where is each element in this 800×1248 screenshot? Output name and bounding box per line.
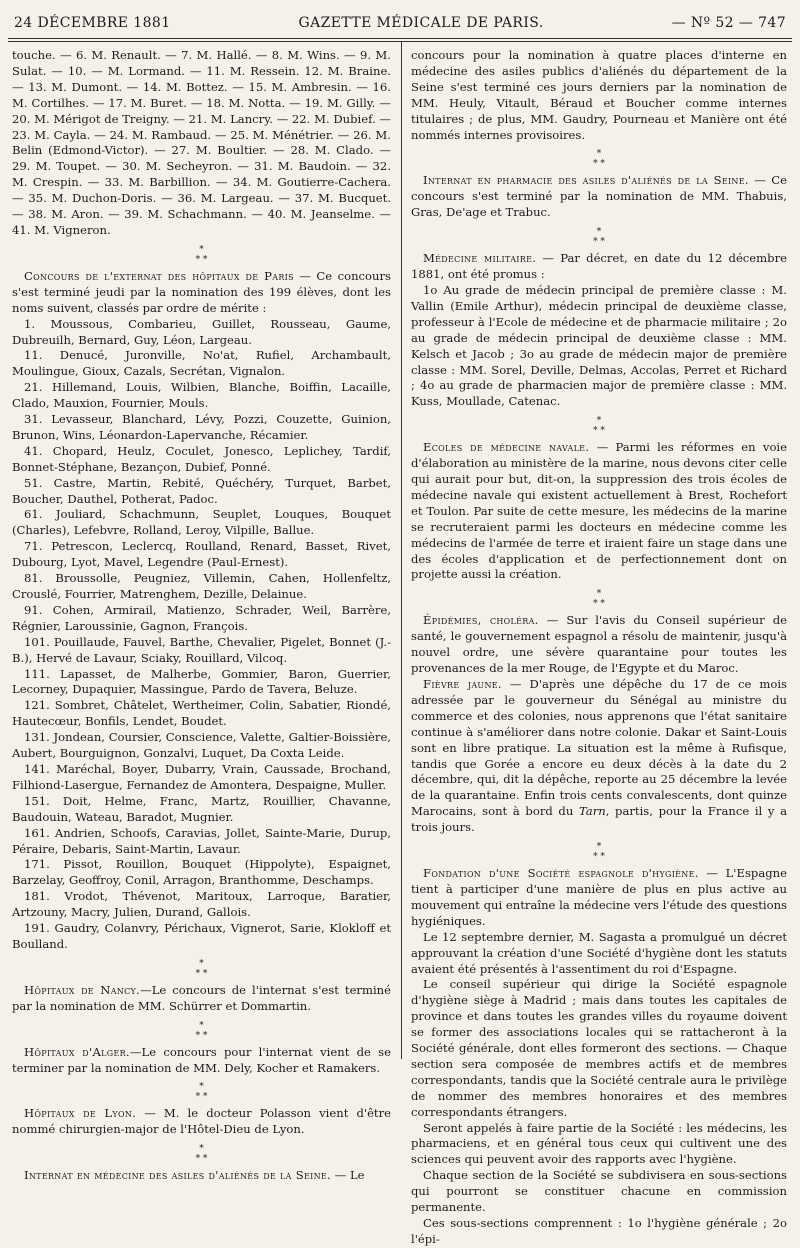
article-body-end: , partis, pour la France il y a trois jours. (411, 804, 787, 835)
section-separator: * * * (593, 227, 605, 248)
header-page-number: — Nº 52 — 747 (671, 15, 786, 31)
section-separator: * * * (195, 244, 208, 265)
article-heading: Concours de l'externat des hôpitaux de Paris (24, 268, 294, 283)
paragraph-sous-sections: Ces sous-sections comprennent : 1o l'hygiène générale ; 2o l'épi- (411, 1216, 787, 1246)
article-body: — Ce concours s'est terminé jeudi par la nomination des 199 élèves, dont les noms suivent, classés par ordre de mérite : (12, 268, 391, 315)
left-column (12, 48, 392, 1183)
rank-group: 101. Pouillaude, Fauvel, Barthe, Chevalier, Pigelet, Bonnet (J.-B.), Hervé de Lavaur, Sciaky, Rouillard, Vilcoq. (12, 634, 391, 665)
rank-group: 141. Maréchal, Boyer, Dubarry, Vrain, Caussade, Brochand, Filhiond-Lasergue, Fernandez de Amontera, Despaigne, Muller. (12, 761, 391, 792)
section-separator: * * * (593, 149, 605, 170)
section-separator: * * * (195, 1082, 208, 1103)
article-medecine-navale (411, 440, 787, 583)
rank-group: 161. Andrien, Schoofs, Caravias, Jollet, Sainte-Marie, Durup, Péraire, Debaris, Saint-Martin, Lavaur. (12, 825, 391, 856)
rank-group: 151. Doit, Helme, Franc, Martz, Rouillier, Chavanne, Baudouin, Wateau, Baradot, Mugnier. (12, 793, 391, 824)
article-pharmacie (411, 173, 787, 221)
article-body: — M. le docteur Polasson vient d'être nommé chirurgien-major de l'Hôtel-Dieu de Lyon. (12, 1106, 391, 1137)
article-body: — Parmi les réformes en voie d'élaboration au ministère de la marine, nous devons citer celle qui aurait pour but, dit-on, la suppression des trois écoles de médecine navale qui existent actuellement à Brest, Rochefort et Toulon. Par suite de cette mesure, les médecins de la marine se recruteraient parmi les docteurs en médecine comme les médecins de l'armée de terre et iraient faire un stage dans une des écoles d'application et de perfectionnement dont on projette aussi la création. (411, 440, 787, 582)
internat-asiles-continued: concours pour la nomination à quatre places d'interne en médecine des asiles publics d'aliénés du département de la Seine s'est terminé ces jours derniers par la nomination de MM. Heuly, Vitault, Béraud et Boucher comme internes titulaires ; de plus, MM. Gaudry, Pourneau et Manière ont été nommés internes provisoires. (411, 48, 787, 142)
page-header (14, 12, 786, 34)
section-separator: * * * (195, 958, 208, 979)
article-heading: Hôpitaux de Lyon. (24, 1106, 137, 1121)
rank-group: 31. Levasseur, Blanchard, Lévy, Pozzi, Couzette, Guinion, Brunon, Wins, Léonardon-Lapervanche, Récamier. (12, 412, 391, 442)
article-body: — Par décret, en date du 12 décembre 1881, ont été promus : (411, 251, 787, 282)
article-heading: Ecoles de médecine navale. (423, 440, 590, 455)
rank-group: 51. Castre, Martin, Rebité, Quéchéry, Turquet, Barbet, Boucher, Dauthel, Potherat, Padoc. (12, 475, 391, 506)
section-separator: * * * (593, 842, 605, 863)
article-heading: Fièvre jaune. (423, 677, 502, 691)
header-date: 24 DÉCEMBRE 1881 (14, 15, 171, 31)
paragraph-sagasta: Le 12 septembre dernier, M. Sagasta a promulgué un décret approuvant la création d'une Société d'hygiène dont les statuts avaient été présentés à l'assentiment du roi d'Espagne. (411, 929, 787, 976)
ship-name: Tarn (578, 804, 606, 819)
paragraph-sections: Chaque section de la Société se subdivisera en sous-sections qui pourront se constituer chacune en commission permanente. (411, 1168, 787, 1215)
article-heading: Internat en pharmacie des asiles d'aliénés de la Seine. (423, 173, 749, 188)
section-separator: * * * (195, 1144, 208, 1165)
article-heading: Épidémies, choléra. (423, 613, 539, 628)
column-divider (401, 42, 402, 1059)
article-nancy (12, 983, 391, 1015)
article-internat-asiles (12, 1168, 391, 1184)
internat-results-continued: touche. — 6. M. Renault. — 7. M. Hallé. — 8. M. Wins. — 9. M. Sulat. — 10. — M. Lormand. — 11. M. Ressein. 12. M. Braine. — 13. M. Dumont. — 14. M. Bottez. — 15. M. Ambresin. — 16. M. Cortilhes. — 17. M. Buret. — 18. M. Notta. — 19. M. Gilly. — 20. M. Mérigot de Treigny. — 21. M. Lancry. — 22. M. Dubief. — 23. M. Cayla. — 24. M. Rambaud. — 25. M. Ménétrier. — 26. M. Belin (Edmond-Victor). — 27. M. Boultier. — 28. M. Clado. — 29. M. Toupet. — 30. M. Secheyron. — 31. M. Baudoin. — 32. M. Crespin. — 33. M. Barbillion. — 34. M. Goutierre-Cachera. — 35. M. Duchon-Doris. — 36. M. Largeau. — 37. M. Bucquet. — 38. M. Aron. — 39. M. Schachmann. — 40. M. Jeanselme. — 41. M. Vigneron. (12, 48, 391, 237)
section-separator: * * * (593, 589, 605, 610)
article-heading: Fondation d'une Société espagnole d'hygiène. (423, 866, 699, 881)
section-separator: * * * (195, 1020, 208, 1041)
rank-group: 131. Jondean, Coursier, Conscience, Valette, Galtier-Boissière, Aubert, Bourguignon, Gonzalvi, Luquet, Da Coxta Leide. (12, 730, 391, 761)
rank-group: 111. Lapasset, de Malherbe, Gommier, Baron, Guerrier, Lecorney, Dupaquier, Massingue, Pardo de Tavera, Beluze. (12, 666, 391, 697)
article-alger (12, 1045, 391, 1077)
article-heading: Hôpitaux de Nancy. (24, 982, 141, 997)
rank-group: 181. Vrodot, Thévenot, Maritoux, Larroque, Baratier, Artzouny, Macry, Julien, Durand, Gallois. (12, 889, 391, 920)
header-title: GAZETTE MÉDICALE DE PARIS. (298, 15, 544, 31)
right-column (411, 48, 787, 1246)
article-heading: Internat en médecine des asiles d'aliénés de la Seine. (24, 1168, 331, 1183)
rank-group: 71. Petrescon, Leclercq, Roulland, Renard, Basset, Rivet, Dubourg, Lyot, Mavel, Legendre (Paul-Ernest). (12, 539, 391, 570)
rank-group: 21. Hillemand, Louis, Wilbien, Blanche, Boiffin, Lacaille, Clado, Mauxion, Fournier, Mouls. (12, 380, 391, 411)
rank-group: 1. Moussous, Combarieu, Guillet, Rousseau, Gaume, Dubreuilh, Bernard, Guy, Léon, Largeau. (12, 316, 391, 347)
article-body: — L'Espagne tient à participer d'une manière de plus en plus active au mouvement qui entraîne la médecine vers l'étude des questions hygiéniques. (411, 866, 787, 928)
article-heading: Hôpitaux d'Alger. (24, 1044, 130, 1059)
rank-group: 11. Denucé, Juronville, No'at, Rufiel, Archambault, Moulingue, Gioux, Cazals, Secrétan, Vignalon. (12, 348, 391, 379)
article-externat (12, 269, 391, 317)
article-body: — Sur l'avis du Conseil supérieur de santé, le gouvernement espagnol a résolu de maintenir, jusqu'à nouvel ordre, une sévère quarantaine pour toutes les provenances de la mer Rouge, de l'Egypte et du Maroc. (411, 613, 787, 676)
article-fievre-jaune (411, 677, 787, 836)
article-body: —Le concours pour l'internat vient de se terminer par la nomination de MM. Dely, Kocher et Ramakers. (12, 1044, 391, 1075)
article-body: — D'après une dépêche du 17 de ce mois adressée par le gouverneur du Sénégal au ministre du commerce et des colonies, nous apprenons que l'état sanitaire continue à s'améliorer dans notre colonie. Dakar et Saint-Louis sont en libre pratique. La situation est la même à Rufisque, tandis que Gorée a encore eu deux décès à la date du 2 décembre, qui, dit la dépêche, reporte au 25 décembre la levée de la quarantaine. Enfin trois cents convalescents, dont quinze Marocains, sont à bord du (411, 677, 787, 819)
promotions-list: 1o Au grade de médecin principal de première classe : M. Vallin (Emile Arthur), médecin principal de deuxième classe, professeur à l'Ecole de médecine et de pharmacie militaire ; 2o au grade de médecin principal de deuxième classe : MM. Kelsch et Jacob ; 3o au grade de médecin major de première classe : MM. Sorel, Deville, Delmas, Accolas, Perret et Richard ; 4o au grade de pharmacien major de première classe : MM. Kuss, Moullade, Catenac. (411, 282, 787, 409)
article-body: —Le concours de l'internat s'est terminé par la nomination de MM. Schürrer et Dommartin. (12, 982, 392, 1013)
paragraph-membres: Seront appelés à faire partie de la Société : les médecins, les pharmaciens, et en général tous ceux qui cultivent une des sciences qui peuvent avoir des rapports avec l'hygiène. (411, 1120, 787, 1167)
article-societe-hygiene (411, 866, 787, 930)
article-epidemies (411, 613, 787, 677)
article-medecine-militaire (411, 251, 787, 283)
paragraph-conseil: Le conseil supérieur qui dirige la Société espagnole d'hygiène siège à Madrid ; mais dans toutes les capitales de province et dans toutes les grandes villes du royaume doivent se former des associations locales qui se rattacheront à la Société générale, dont elles formeront des sections. — Chaque section sera composée de membres actifs et de membres correspondants, tandis que la Société centrale aura le privilège de nommer des membres honoraires et des membres correspondants étrangers. (411, 977, 787, 1119)
rank-group: 61. Jouliard, Schachmunn, Seuplet, Louques, Bouquet (Charles), Lefebvre, Rolland, Leroy, Vilpille, Ballue. (12, 507, 391, 538)
header-rule (8, 38, 792, 39)
article-body: — Le (331, 1168, 365, 1183)
rank-group: 41. Chopard, Heulz, Coculet, Jonesco, Leplichey, Tardif, Bonnet-Stéphane, Bezançon, Dubief, Ponné. (12, 443, 391, 474)
rank-group: 91. Cohen, Armirail, Matienzo, Schrader, Weil, Barrère, Régnier, Laroussinie, Gagnon, François. (12, 602, 391, 633)
rank-group: 81. Broussolle, Peugniez, Villemin, Cahen, Hollenfeltz, Crouslé, Fourrier, Matrenghem, Dezille, Delainue. (12, 571, 391, 601)
rank-group: 171. Pissot, Rouillon, Bouquet (Hippolyte), Espaignet, Barzelay, Geoffroy, Conil, Arragon, Branthomme, Deschamps. (12, 857, 391, 888)
rank-group: 191. Gaudry, Colanvry, Périchaux, Vignerot, Sarie, Klokloff et Boulland. (12, 921, 391, 951)
article-body: — Ce concours s'est terminé par la nomination de MM. Thabuis, Gras, De'age et Trabuc. (411, 173, 787, 220)
header-rule-lower (8, 41, 792, 42)
section-separator: * * * (593, 416, 605, 437)
rank-group: 121. Sombret, Châtelet, Wertheimer, Colin, Sabatier, Riondé, Hautecœur, Bonfils, Lendet, Boudet. (12, 698, 391, 729)
article-heading: Médecine militaire. (423, 251, 537, 266)
article-lyon (12, 1106, 391, 1138)
